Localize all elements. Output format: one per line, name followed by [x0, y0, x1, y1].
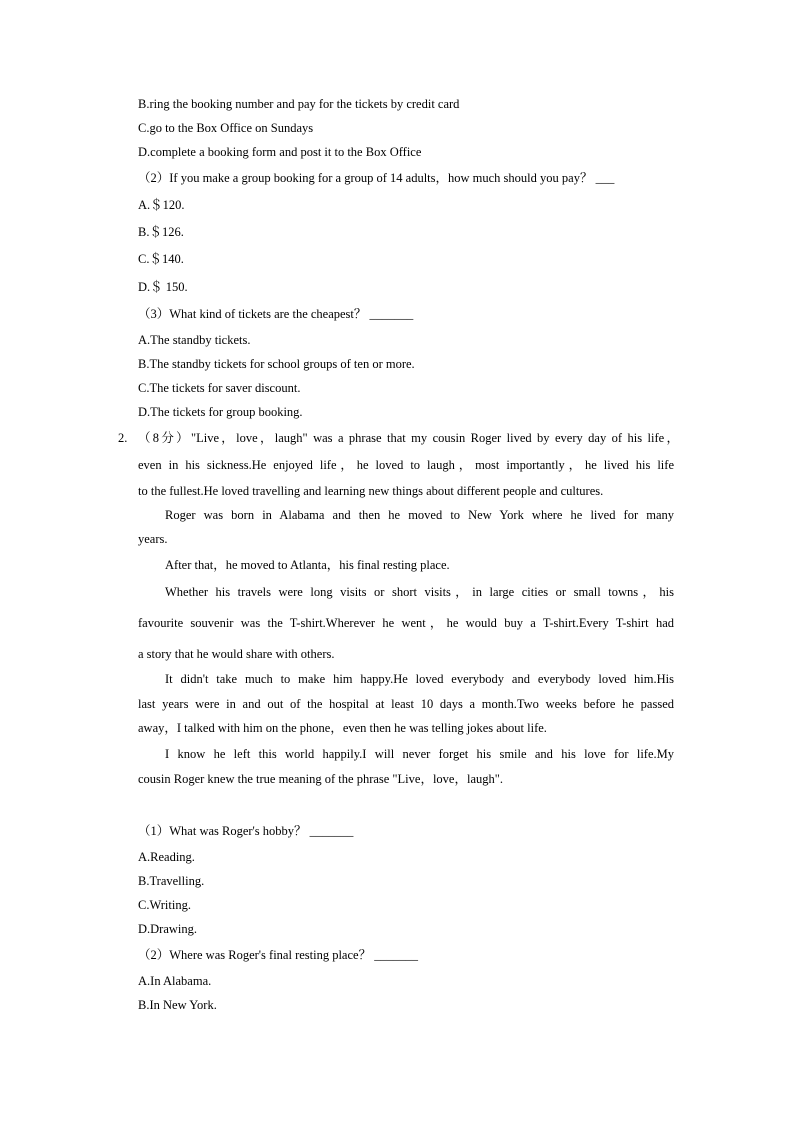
sub-question-1: （1）What was Roger's hobby？ _______	[138, 824, 354, 838]
option-a: A.In Alabama.	[138, 974, 212, 988]
option-c: C.Writing.	[138, 898, 191, 912]
option-c: C.go to the Box Office on Sundays	[138, 121, 314, 135]
passage-line: cousin Roger knew the true meaning of the phrase "Live，love，laugh".	[138, 772, 503, 786]
passage-line: even in his sickness.He enjoyed life，he loved to laugh，most importantly，he lived his life	[138, 458, 674, 472]
option-c: C.＄140.	[138, 252, 184, 266]
option-a: A.The standby tickets.	[138, 333, 251, 347]
passage-line: to the fullest.He loved travelling and learning new things about different people and cultures.	[138, 484, 604, 498]
sub-question-2: （2）Where was Roger's final resting place？ _______	[138, 948, 418, 962]
passage-line: After that，he moved to Atlanta，his final resting place.	[165, 558, 450, 572]
option-b: B.The standby tickets for school groups of ten or more.	[138, 357, 415, 371]
passage-line: years.	[138, 532, 168, 546]
passage-line: Roger was born in Alabama and then he moved to New York where he lived for many	[165, 508, 674, 522]
option-a: A.＄120.	[138, 198, 185, 212]
option-b: B.ring the booking number and pay for the tickets by credit card	[138, 97, 460, 111]
option-d: D.Drawing.	[138, 922, 198, 936]
passage-line: （8分）"Live，love，laugh" was a phrase that my cousin Roger lived by every day of his life，	[138, 431, 679, 445]
option-b: B.In New York.	[138, 998, 217, 1012]
option-d: D.complete a booking form and post it to the Box Office	[138, 145, 422, 159]
question-number: 2.	[118, 431, 128, 445]
passage-line: last years were in and out of the hospital at least 10 days a month.Two weeks before he passed	[138, 697, 674, 711]
passage-line: favourite souvenir was the T-shirt.Wherever he went，he would buy a T-shirt.Every T-shirt had	[138, 616, 674, 630]
passage-line: It didn't take much to make him happy.He loved everybody and everybody loved him.His	[165, 672, 674, 686]
passage-line: I know he left this world happily.I will never forget his smile and his love for life.My	[165, 747, 674, 761]
passage-line: a story that he would share with others.	[138, 647, 335, 661]
passage-line: Whether his travels were long visits or short visits，in large cities or small towns，his	[165, 585, 674, 599]
option-c: C.The tickets for saver discount.	[138, 381, 301, 395]
option-b: B.＄126.	[138, 225, 184, 239]
sub-question-3: （3）What kind of tickets are the cheapest？ _______	[138, 307, 414, 321]
option-a: A.Reading.	[138, 850, 195, 864]
option-d: D.The tickets for group booking.	[138, 405, 303, 419]
option-d: D.＄ 150.	[138, 280, 188, 294]
option-b: B.Travelling.	[138, 874, 205, 888]
sub-question-2: （2）If you make a group booking for a group of 14 adults，how much should you pay？ ___	[138, 171, 615, 185]
passage-line: away，I talked with him on the phone，even then he was telling jokes about life.	[138, 721, 547, 735]
